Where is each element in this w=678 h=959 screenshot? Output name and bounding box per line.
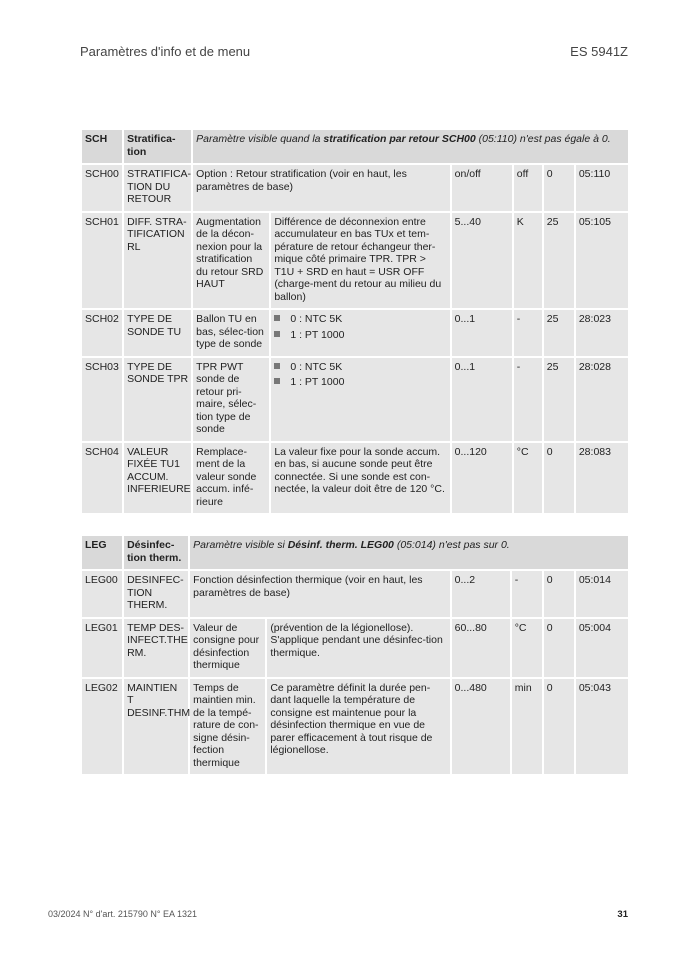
param-description: Temps de maintien min. de la tempé-rature de con-signe désin-fection thermique [190,679,265,775]
param-default: 25 [544,310,574,356]
param-code: LEG01 [82,619,122,677]
visibility-note: Paramètre visible quand la stratification par retour SCH00 (05:110) n'est pas égale à 0. [193,130,628,163]
param-options [271,358,449,441]
option-item: 1 : PT 1000 [274,376,446,389]
param-description: Fonction désinfection thermique (voir en haut, les paramètres de base) [190,571,449,617]
param-range: 0...120 [452,443,512,514]
param-default: 0 [544,165,574,211]
param-detail: La valeur fixe pour la sonde accum. en bas, si aucune sonde peut être connectée. Si une sonde est con-nectée, la valeur doit être de 120 °C. [271,443,449,514]
table-header-row [82,536,628,569]
param-default: 25 [544,213,574,309]
param-unit: - [512,571,542,617]
table-row [82,679,628,775]
param-range: on/off [452,165,512,211]
param-name: VALEUR FIXÉE TU1 ACCUM. INFERIEURE [124,443,191,514]
option-item: 0 : NTC 5K [274,361,446,374]
param-range: 60...80 [452,619,510,677]
param-default: 25 [544,358,574,441]
param-description: Option : Retour stratification (voir en haut, les paramètres de base) [193,165,449,211]
param-code: LEG02 [82,679,122,775]
table-row [82,310,628,356]
param-name: MAINTIEN T DESINF.THM [124,679,188,775]
square-bullet-icon [274,331,280,337]
param-detail: Ce paramètre définit la durée pen-dant laquelle la température de consigne est maintenue pour la désinfection thermique en vue de parer efficacement à tout risque de légionellose. [267,679,449,775]
table-row [82,443,628,514]
param-name: STRATIFICA- TION DU RETOUR [124,165,191,211]
square-bullet-icon [274,378,280,384]
param-options [271,310,449,356]
param-detail: (prévention de la légionellose). S'applique pendant une désinfec-tion thermique. [267,619,449,677]
leg-parameter-table [80,534,630,776]
group-name: Désinfec- tion therm. [124,536,188,569]
table-row [82,619,628,677]
square-bullet-icon [274,315,280,321]
param-unit: - [514,310,542,356]
param-unit: °C [512,619,542,677]
param-address: 05:004 [576,619,628,677]
table-row [82,571,628,617]
group-code: SCH [82,130,122,163]
param-unit: °C [514,443,542,514]
param-range: 0...1 [452,358,512,441]
param-description: Ballon TU en bas, sélec-tion type de sonde [193,310,269,356]
param-description: Valeur de consigne pour désinfection thermique [190,619,265,677]
param-unit: - [514,358,542,441]
table-row [82,213,628,309]
param-name: TYPE DE SONDE TPR [124,358,191,441]
footer-article-info: 03/2024 N° d'art. 215790 N° EA 1321 [48,909,198,919]
page-header-title: Paramètres d'info et de menu [80,44,251,59]
document-reference: ES 5941Z [570,44,628,59]
param-default: 0 [544,571,574,617]
param-code: SCH04 [82,443,122,514]
param-unit: off [514,165,542,211]
param-default: 0 [544,619,574,677]
param-range: 0...1 [452,310,512,356]
group-code: LEG [82,536,122,569]
param-address: 28:023 [576,310,628,356]
param-code: SCH01 [82,213,122,309]
param-description: TPR PWT sonde de retour pri-maire, sélec-tion type de sonde [193,358,269,441]
param-address: 05:014 [576,571,628,617]
param-range: 0...2 [452,571,510,617]
option-item: 0 : NTC 5K [274,313,446,326]
param-unit: min [512,679,542,775]
visibility-note: Paramètre visible si Désinf. therm. LEG00 (05:014) n'est pas sur 0. [190,536,628,569]
param-code: SCH02 [82,310,122,356]
param-default: 0 [544,443,574,514]
sch-parameter-table [80,128,630,515]
param-address: 28:083 [576,443,628,514]
table-header-row [82,130,628,163]
param-detail: Différence de déconnexion entre accumulateur en bas TUx et tem-pérature de retour échangeur ther-mique côté primaire TPR. TPR > T1U + SRD en haut = USR OFF (charge-ment du retour au milieu du ballon) [271,213,449,309]
param-range: 0...480 [452,679,510,775]
param-code: LEG00 [82,571,122,617]
table-row [82,358,628,441]
group-name: Stratifica- tion [124,130,191,163]
param-name: TYPE DE SONDE TU [124,310,191,356]
param-name: TEMP DES- INFECT.THE RM. [124,619,188,677]
param-description: Augmentation de la décon-nexion pour la stratification du retour SRD HAUT [193,213,269,309]
param-address: 05:043 [576,679,628,775]
param-unit: K [514,213,542,309]
param-address: 05:105 [576,213,628,309]
page-number: 31 [617,909,628,920]
param-address: 28:028 [576,358,628,441]
param-code: SCH03 [82,358,122,441]
square-bullet-icon [274,363,280,369]
table-row [82,165,628,211]
param-description: Remplace-ment de la valeur sonde accum. infé-rieure [193,443,269,514]
option-item: 1 : PT 1000 [274,329,446,342]
param-name: DIFF. STRA- TIFICATION RL [124,213,191,309]
param-name: DESINFEC- TION THERM. [124,571,188,617]
param-address: 05:110 [576,165,628,211]
param-code: SCH00 [82,165,122,211]
param-default: 0 [544,679,574,775]
param-range: 5...40 [452,213,512,309]
